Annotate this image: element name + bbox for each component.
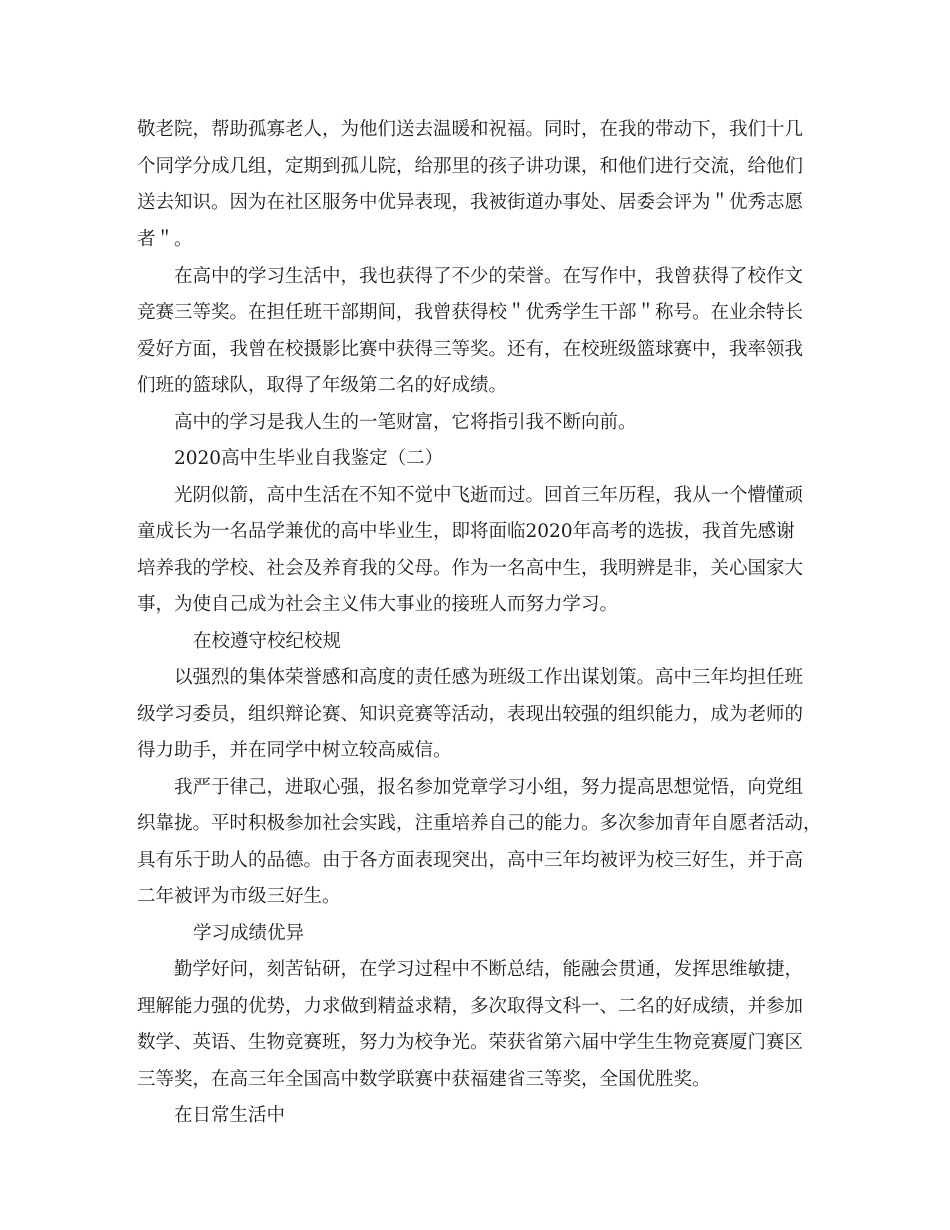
text-line: 光阴似箭，高中生活在不知不觉中飞逝而过。回首三年历程，我从一个懵懂顽: [174, 485, 804, 506]
text-line: 三等奖，在高三年全国高中数学联赛中获福建省三等奖，全国优胜奖。: [137, 1069, 711, 1090]
text-line: 童成长为一名品学兼优的高中毕业生，即将面临2020年高考的选拔，我首先感谢: [137, 521, 795, 542]
subheading: 学习成绩优异: [193, 923, 305, 944]
text-line: 事，为使自己成为社会主义伟大事业的接班人而努力学习。: [137, 594, 619, 615]
text-line: 个同学分成几组，定期到孤儿院，给那里的孩子讲功课，和他们进行交流，给他们: [137, 156, 804, 177]
text-line: 者＂。: [137, 229, 193, 250]
text-line: 织靠拢。平时积极参加社会实践，注重培养自己的能力。多次参加青年自愿者活动，: [137, 813, 822, 834]
text-line: 具有乐于助人的品德。由于各方面表现突出，高中三年均被评为校三好生，并于高: [137, 850, 804, 871]
text-line: 级学习委员，组织辩论赛、知识竞赛等活动，表现出较强的组织能力，成为老师的: [137, 704, 804, 725]
text-line: 理解能力强的优势，力求做到精益求精，多次取得文科一、二名的好成绩，并参加: [137, 996, 804, 1017]
text-line: 培养我的学校、社会及养育我的父母。作为一名高中生，我明辨是非，关心国家大: [137, 558, 804, 579]
subheading: 在校遵守校纪校规: [193, 631, 342, 652]
text-line: 竞赛三等奖。在担任班干部期间，我曾获得校＂优秀学生干部＂称号。在业余特长: [137, 302, 804, 323]
subheading: 在日常生活中: [174, 1105, 286, 1126]
text-line: 敬老院，帮助孤寡老人，为他们送去温暖和祝福。同时，在我的带动下，我们十几: [137, 119, 804, 140]
text-line: 数学、英语、生物竞赛班，努力为校争光。荣获省第六届中学生生物竞赛厦门赛区: [137, 1032, 804, 1053]
text-line: 们班的篮球队，取得了年级第二名的好成绩。: [137, 375, 508, 396]
text-line: 在高中的学习生活中，我也获得了不少的荣誉。在写作中，我曾获得了校作文: [174, 266, 804, 287]
text-line: 以强烈的集体荣誉感和高度的责任感为班级工作出谋划策。高中三年均担任班: [174, 667, 804, 688]
text-line: 得力助手，并在同学中树立较高威信。: [137, 740, 452, 761]
section-heading: 2020高中生毕业自我鉴定（二）: [174, 448, 444, 469]
text-line: 高中的学习是我人生的一笔财富，它将指引我不断向前。: [174, 412, 637, 433]
text-line: 我严于律己，进取心强，报名参加党章学习小组，努力提高思想觉悟，向党组: [174, 777, 804, 798]
text-line: 送去知识。因为在社区服务中优异表现，我被街道办事处、居委会评为＂优秀志愿: [137, 192, 804, 213]
text-line: 二年被评为市级三好生。: [137, 886, 341, 907]
text-line: 勤学好问，刻苦钻研，在学习过程中不断总结，能融会贯通，发挥思维敏捷，: [174, 959, 804, 980]
text-line: 爱好方面，我曾在校摄影比赛中获得三等奖。还有，在校班级篮球赛中，我率领我: [137, 339, 804, 360]
